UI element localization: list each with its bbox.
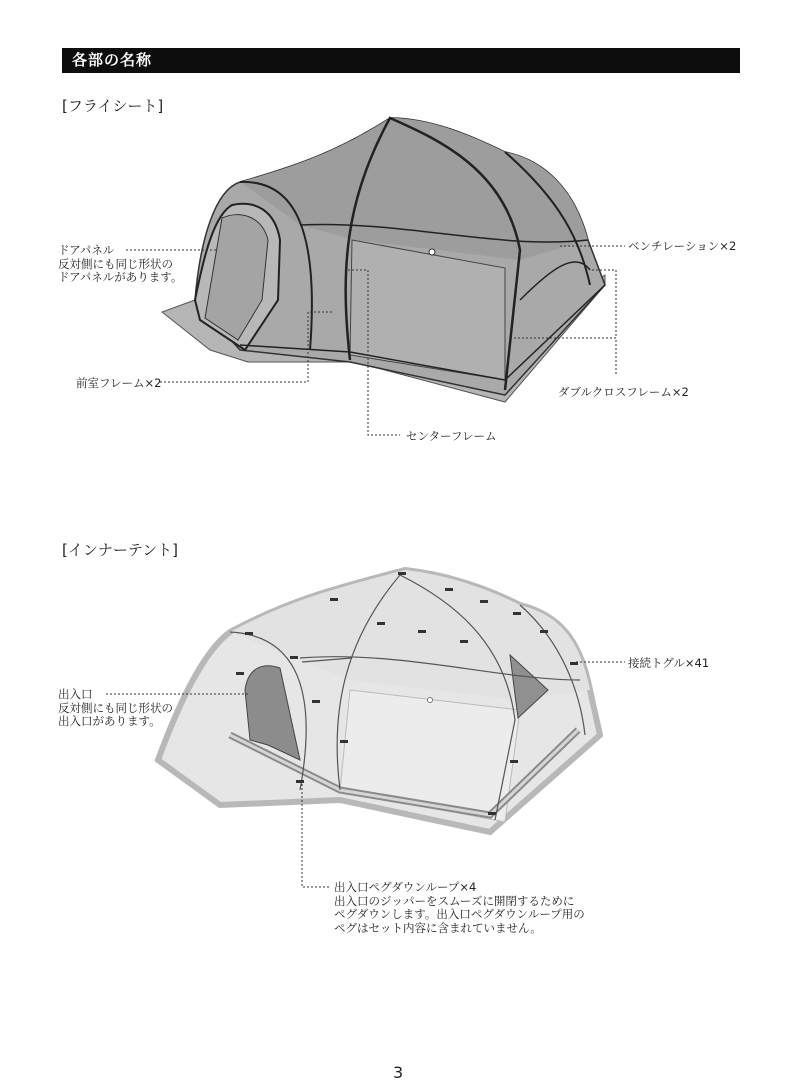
center-frame-callout: センターフレーム — [406, 429, 497, 443]
page-number: 3 — [393, 1063, 404, 1082]
double-cross-frame-callout: ダブルクロスフレーム×2 — [558, 385, 689, 399]
toggle-callout: 接続トグル×41 — [628, 656, 710, 670]
vestibule-frame-callout: 前室フレーム×2 — [76, 376, 162, 390]
entrance-note-2: 出入口があります。 — [58, 714, 161, 728]
peg-loop-label: 出入口ペグダウンループ×4 — [334, 880, 477, 894]
entrance-note-1: 反対側にも同じ形状の — [58, 700, 173, 715]
peg-loop-note-1: 出入口のジッパーをスムーズに開閉するために — [334, 893, 575, 908]
ventilation-callout: ベンチレーション×2 — [628, 239, 737, 253]
door-panel-note-1: 反対側にも同じ形状の — [58, 256, 173, 271]
peg-loop-note-2: ペグダウンします。出入口ペグダウンループ用の — [334, 907, 585, 921]
inner-tent-heading: [インナーテント] — [62, 541, 178, 559]
door-panel-note-2: ドアパネルがあります。 — [58, 270, 183, 284]
fly-sheet-heading: [フライシート] — [62, 97, 164, 115]
peg-loop-note-3: ペグはセット内容に含まれていません。 — [334, 920, 542, 935]
section-title-bar: 各部の名称 — [62, 48, 740, 73]
entrance-label: 出入口 — [58, 687, 93, 701]
door-panel-label: ドアパネル — [58, 243, 115, 257]
